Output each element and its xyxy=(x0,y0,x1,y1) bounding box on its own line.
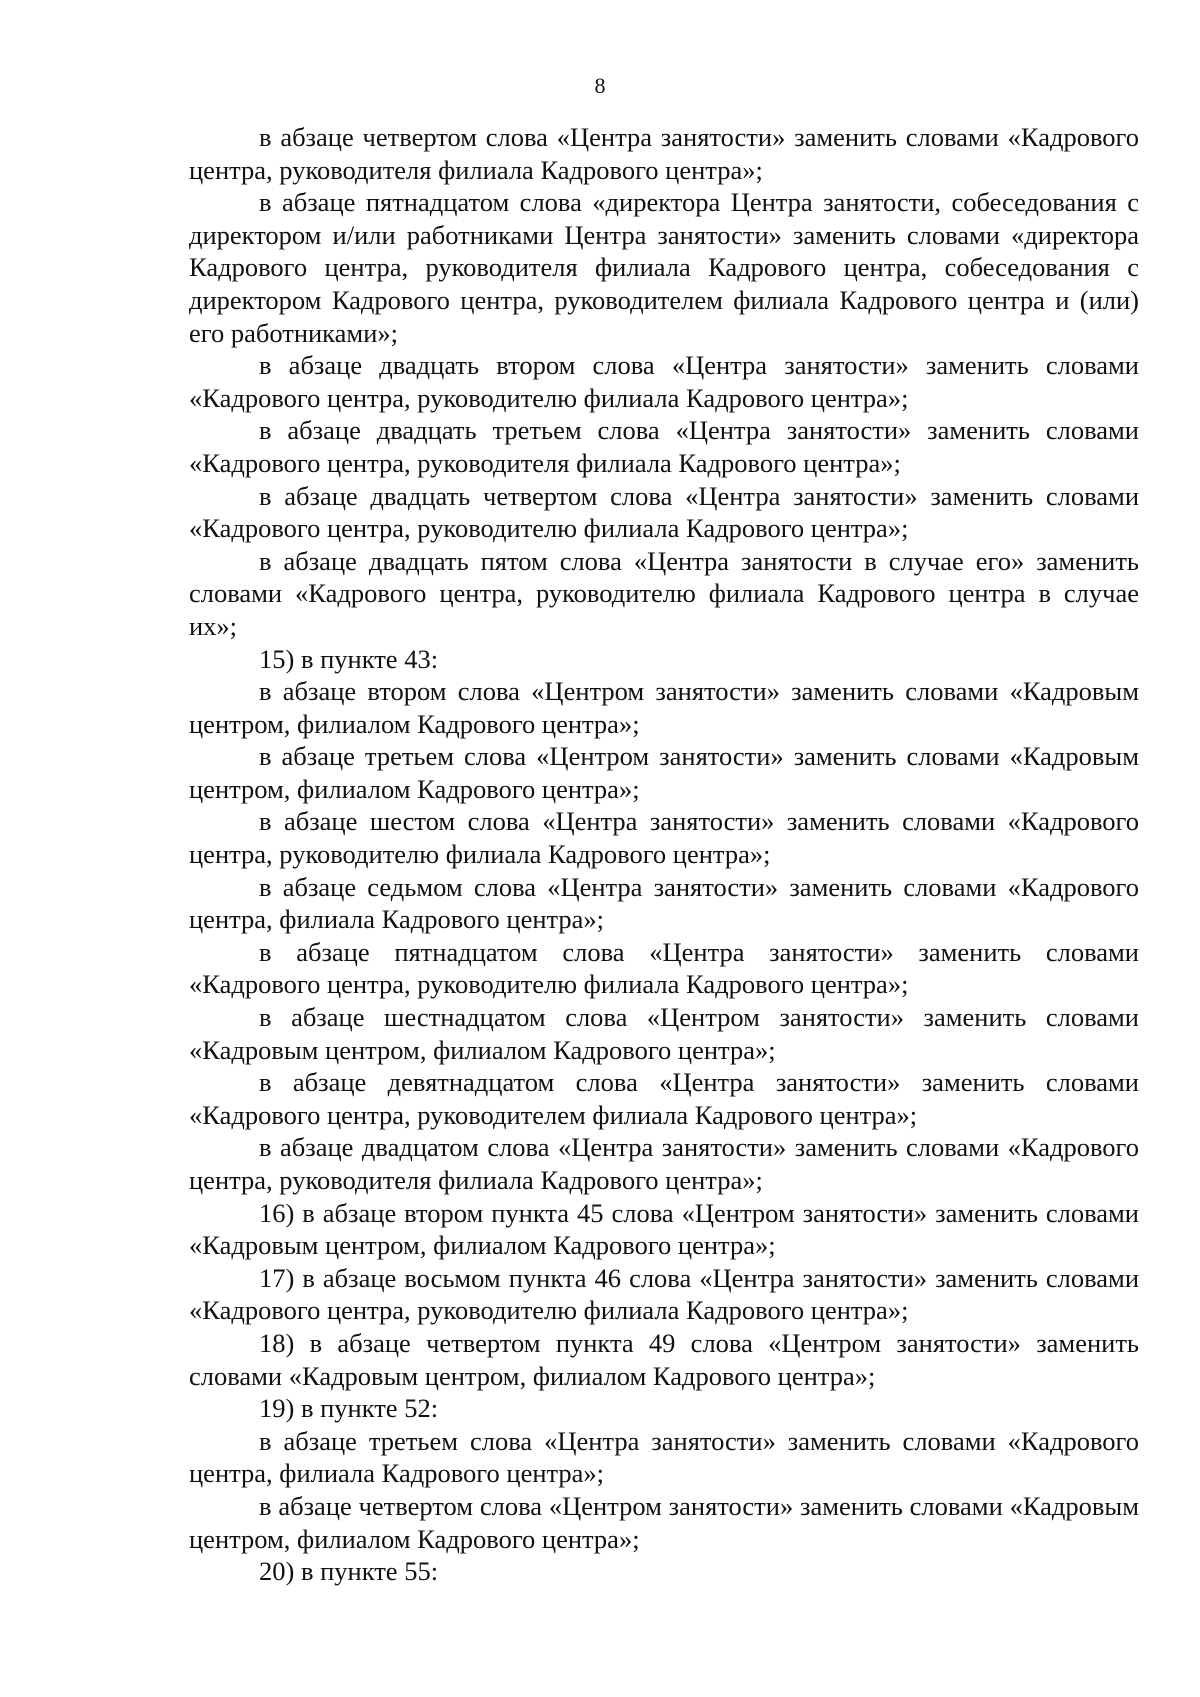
item-heading: 20) в пункте 55: xyxy=(259,1556,439,1587)
paragraph: в абзаце двадцать третьем слова «Центра занятости» заменить словами «Кадрового центра, руководителя филиала Кадрового центра»; xyxy=(189,415,1139,478)
paragraph: в абзаце девятнадцатом слова «Центра занятости» заменить словами «Кадрового центра, руководителем филиала Кадрового центра»; xyxy=(189,1067,1139,1130)
paragraph: 18) в абзаце четвертом пункта 49 слова «Центром занятости» заменить словами «Кадровым центром, филиалом Кадрового центра»; xyxy=(189,1327,1139,1391)
paragraph: в абзаце седьмом слова «Центра занятости» заменить словами «Кадрового центра, филиала Кадрового центра»; xyxy=(189,871,1139,935)
paragraph: в абзаце двадцать пятом слова «Центра занятости в случае его» заменить словами «Кадрового центра, руководителю филиала Кадрового центра в случае их»; xyxy=(189,545,1139,641)
paragraph: в абзаце третьем слова «Центром занятости» заменить словами «Кадровым центром, филиалом Кадрового центра»; xyxy=(189,741,1139,804)
paragraph: 16) в абзаце втором пункта 45 слова «Центром занятости» заменить словами «Кадровым центром, филиалом Кадрового центра»; xyxy=(189,1197,1139,1261)
paragraph: в абзаце четвертом слова «Центром занятости» заменить словами «Кадровым центром, филиалом Кадрового центра»; xyxy=(189,1490,1139,1554)
paragraph: в абзаце третьем слова «Центра занятости» заменить словами «Кадрового центра, филиала Кадрового центра»; xyxy=(189,1425,1139,1489)
paragraph: в абзаце пятнадцатом слова «директора Центра занятости, собеседования с директором и/или работниками Центра занятости» заменить словами «директора Кадрового центра, руководителя филиала Кадрового центра, собеседования с директором Кадрового центра, руководителем филиала Кадрового центра и (или) его работниками»; xyxy=(189,187,1139,348)
item-heading: 15) в пункте 43: xyxy=(259,643,439,674)
paragraph: в абзаце шестнадцатом слова «Центром занятости» заменить словами «Кадровым центром, филиалом Кадрового центра»; xyxy=(189,1002,1139,1065)
item-heading: 19) в пункте 52: xyxy=(259,1393,439,1424)
document-body xyxy=(189,121,1139,1588)
paragraph: в абзаце втором слова «Центром занятости» заменить словами «Кадровым центром, филиалом Кадрового центра»; xyxy=(189,676,1139,739)
page-number: 8 xyxy=(594,73,606,98)
paragraph: в абзаце двадцать четвертом слова «Центра занятости» заменить словами «Кадрового центра, руководителю филиала Кадрового центра»; xyxy=(189,480,1139,544)
paragraph: в абзаце четвертом слова «Центра занятости» заменить словами «Кадрового центра, руководителя филиала Кадрового центра»; xyxy=(189,122,1139,185)
paragraph: в абзаце двадцать втором слова «Центра занятости» заменить словами «Кадрового центра, руководителю филиала Кадрового центра»; xyxy=(189,350,1139,413)
paragraph: 17) в абзаце восьмом пункта 46 слова «Центра занятости» заменить словами «Кадрового центра, руководителю филиала Кадрового центра»; xyxy=(189,1262,1139,1326)
paragraph: в абзаце шестом слова «Центра занятости» заменить словами «Кадрового центра, руководителю филиала Кадрового центра»; xyxy=(189,806,1139,870)
paragraph: в абзаце пятнадцатом слова «Центра занятости» заменить словами «Кадрового центра, руководителю филиала Кадрового центра»; xyxy=(189,936,1139,1000)
paragraph: в абзаце двадцатом слова «Центра занятости» заменить словами «Кадрового центра, руководителя филиала Кадрового центра»; xyxy=(189,1132,1139,1195)
